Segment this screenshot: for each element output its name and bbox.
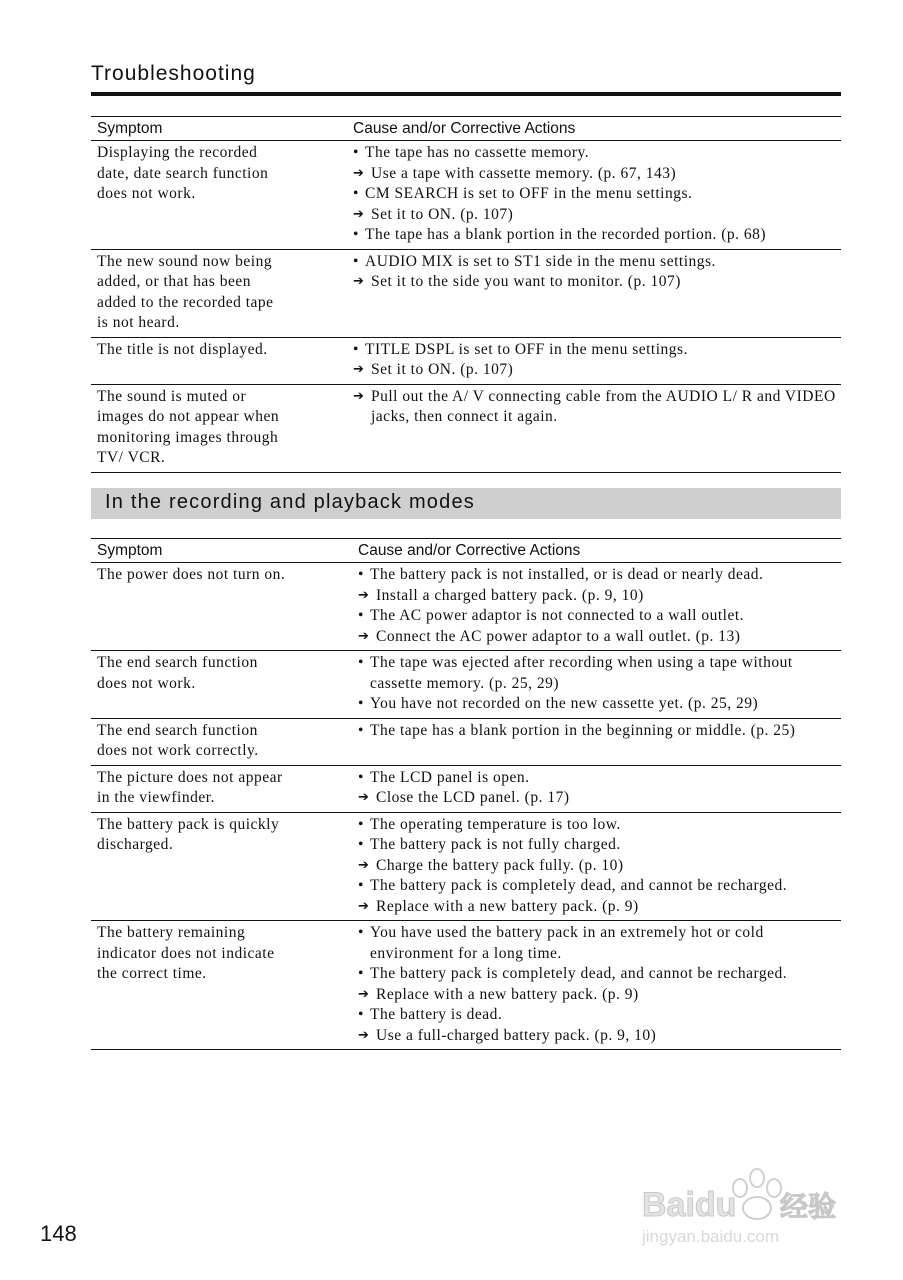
cause-cell: [352, 812, 841, 921]
cause-text: You have used the battery pack in an extremely hot or cold environment for a long time.: [370, 924, 764, 962]
cause-text: Use a full-charged battery pack. (p. 9, 10): [376, 1026, 657, 1044]
cause-text: The battery pack is completely dead, and cannot be recharged.: [370, 877, 788, 894]
troubleshooting-table-2: [91, 538, 841, 1050]
bullet-icon: •: [358, 877, 364, 894]
symptom-text: The battery remaining indicator does not indicate the correct time.: [97, 924, 275, 982]
cause-item: [353, 252, 841, 273]
symptom-cell: [91, 563, 352, 651]
arrow-icon: ➔: [353, 274, 365, 289]
cause-text: Use a tape with cassette memory. (p. 67, 143): [371, 164, 677, 182]
cause-text: The battery pack is completely dead, and cannot be recharged.: [370, 965, 788, 982]
bullet-icon: •: [358, 815, 364, 833]
corrective-action: [358, 985, 841, 1006]
cause-text: Replace with a new battery pack. (p. 9): [376, 985, 639, 1003]
corrective-action: [353, 387, 841, 428]
cause-text: The battery pack is not fully charged.: [370, 836, 621, 853]
bullet-icon: •: [358, 1006, 364, 1023]
cause-item: [358, 606, 841, 627]
corrective-action: [358, 586, 841, 607]
arrow-icon: ➔: [358, 857, 370, 873]
symptom-column-header: Symptom: [91, 539, 352, 563]
symptom-text: The new sound now being added, or that has been added to the recorded tape is not heard.: [97, 252, 274, 331]
cause-text: The operating temperature is too low.: [370, 815, 621, 833]
cause-item: [358, 768, 841, 789]
cause-text: You have not recorded on the new cassette yet. (p. 25, 29): [370, 695, 759, 712]
symptom-text: Displaying the recorded date, date search function does not work.: [97, 144, 269, 202]
cause-item: [358, 653, 841, 694]
cause-cell: [347, 141, 841, 250]
symptom-text: The sound is muted or images do not appear when monitoring images through TV/ VCR.: [97, 387, 280, 466]
corrective-action: [358, 788, 841, 809]
bullet-icon: •: [353, 340, 359, 358]
cause-text: Pull out the A/ V connecting cable from the AUDIO L/ R and VIDEO jacks, then connect it again.: [371, 387, 836, 425]
section-heading-bar: [91, 488, 841, 519]
symptom-cell: [91, 141, 347, 250]
corrective-action: [358, 627, 841, 648]
cause-text: The LCD panel is open.: [370, 768, 530, 786]
baidu-jingyan-watermark: [640, 1150, 860, 1250]
cause-item: [353, 340, 841, 361]
cause-text: The AC power adaptor is not connected to a wall outlet.: [370, 607, 745, 624]
cause-cell: [347, 337, 841, 384]
cause-item: [358, 1005, 841, 1026]
cause-text: The battery pack is not installed, or is dead or nearly dead.: [370, 566, 764, 583]
symptom-text: The picture does not appear in the viewfinder.: [97, 768, 283, 806]
symptom-cell: [91, 249, 347, 337]
table-2-body: [91, 563, 841, 1050]
cause-cell: [352, 563, 841, 651]
cause-item: [358, 721, 841, 742]
bullet-icon: •: [358, 695, 364, 712]
table-row: [91, 141, 841, 250]
symptom-text: The title is not displayed.: [97, 340, 268, 358]
table-row: [91, 718, 841, 765]
bullet-icon: •: [358, 768, 364, 786]
arrow-icon: ➔: [358, 628, 370, 644]
cause-text: The tape has a blank portion in the beginning or middle. (p. 25): [370, 721, 796, 739]
header-rule: [91, 92, 841, 96]
cause-text: AUDIO MIX is set to ST1 side in the menu settings.: [365, 252, 716, 270]
page-header-title: Troubleshooting: [91, 62, 256, 85]
corrective-action: [358, 1026, 841, 1047]
arrow-icon: ➔: [353, 388, 365, 404]
symptom-cell: [91, 384, 347, 472]
bullet-icon: •: [358, 924, 364, 941]
corrective-action: [358, 856, 841, 877]
cause-text: The tape was ejected after recording when using a tape without cassette memory. (p. 25, 29): [370, 654, 793, 692]
table-header-row: [91, 539, 841, 563]
cause-text: The battery is dead.: [370, 1006, 503, 1023]
bullet-icon: •: [358, 721, 364, 739]
symptom-cell: [91, 651, 352, 719]
table-row: [91, 249, 841, 337]
cause-cell: [347, 249, 841, 337]
bullet-icon: •: [353, 252, 359, 270]
symptom-cell: [91, 765, 352, 812]
cause-text: Set it to ON. (p. 107): [371, 361, 514, 378]
cause-item: [358, 923, 841, 964]
table-header-row: [91, 117, 841, 141]
corrective-action: [353, 164, 841, 185]
arrow-icon: ➔: [358, 986, 370, 1002]
symptom-cell: [91, 921, 352, 1050]
table-row: [91, 765, 841, 812]
cause-text: Charge the battery pack fully. (p. 10): [376, 856, 624, 874]
cause-text: Replace with a new battery pack. (p. 9): [376, 897, 639, 915]
symptom-cell: [91, 337, 347, 384]
table-row: [91, 563, 841, 651]
cause-text: Set it to ON. (p. 107): [371, 205, 514, 223]
watermark-brand-text: Baidu: [642, 1186, 737, 1224]
table-row: [91, 812, 841, 921]
corrective-action: [358, 897, 841, 918]
page-number: 148: [40, 1221, 77, 1246]
cause-text: The tape has a blank portion in the recorded portion. (p. 68): [365, 226, 767, 243]
cause-text: Connect the AC power adaptor to a wall outlet. (p. 13): [376, 627, 741, 645]
symptom-text: The end search function does not work correctly.: [97, 721, 259, 759]
cause-cell: [352, 921, 841, 1050]
arrow-icon: ➔: [353, 362, 365, 377]
arrow-icon: ➔: [358, 587, 370, 603]
symptom-column-header: Symptom: [91, 117, 347, 141]
cause-column-header: Cause and/or Corrective Actions: [347, 117, 841, 141]
bullet-icon: •: [353, 226, 359, 243]
symptom-text: The battery pack is quickly discharged.: [97, 815, 280, 853]
cause-text: TITLE DSPL is set to OFF in the menu settings.: [365, 340, 688, 358]
bullet-icon: •: [358, 965, 364, 982]
cause-text: The tape has no cassette memory.: [365, 144, 590, 161]
symptom-text: The end search function does not work.: [97, 654, 258, 692]
section-title: In the recording and playback modes: [105, 491, 475, 513]
table-row: [91, 921, 841, 1050]
cause-item: [358, 565, 841, 586]
troubleshooting-table-1: [91, 116, 841, 473]
table-1-body: [91, 141, 841, 473]
arrow-icon: ➔: [358, 898, 370, 914]
cause-text: Set it to the side you want to monitor. (p. 107): [371, 273, 681, 290]
bullet-icon: •: [353, 185, 359, 202]
cause-item: [358, 694, 841, 715]
cause-text: Close the LCD panel. (p. 17): [376, 789, 570, 806]
watermark-label-text: 经验: [780, 1190, 837, 1223]
arrow-icon: ➔: [358, 790, 370, 805]
bullet-icon: •: [353, 144, 359, 161]
cause-cell: [352, 651, 841, 719]
corrective-action: [353, 360, 841, 381]
cause-column-header: Cause and/or Corrective Actions: [352, 539, 841, 563]
cause-item: [358, 876, 841, 897]
corrective-action: [353, 272, 841, 293]
table-row: [91, 337, 841, 384]
arrow-icon: ➔: [353, 165, 365, 181]
cause-item: [358, 964, 841, 985]
cause-text: CM SEARCH is set to OFF in the menu settings.: [365, 185, 693, 202]
watermark-url-text: jingyan.baidu.com: [642, 1227, 780, 1246]
bullet-icon: •: [358, 607, 364, 624]
cause-item: [353, 225, 841, 246]
cause-cell: [347, 384, 841, 472]
cause-item: [358, 835, 841, 856]
bullet-icon: •: [358, 566, 364, 583]
corrective-action: [353, 205, 841, 226]
bullet-icon: •: [358, 836, 364, 853]
symptom-cell: [91, 812, 352, 921]
table-row: [91, 651, 841, 719]
cause-cell: [352, 718, 841, 765]
cause-item: [353, 143, 841, 164]
table-row: [91, 384, 841, 472]
cause-item: [353, 184, 841, 205]
arrow-icon: ➔: [358, 1027, 370, 1043]
cause-text: Install a charged battery pack. (p. 9, 10): [376, 586, 644, 604]
symptom-cell: [91, 718, 352, 765]
symptom-text: The power does not turn on.: [97, 566, 286, 583]
arrow-icon: ➔: [353, 206, 365, 222]
cause-cell: [352, 765, 841, 812]
bullet-icon: •: [358, 654, 364, 671]
cause-item: [358, 815, 841, 836]
